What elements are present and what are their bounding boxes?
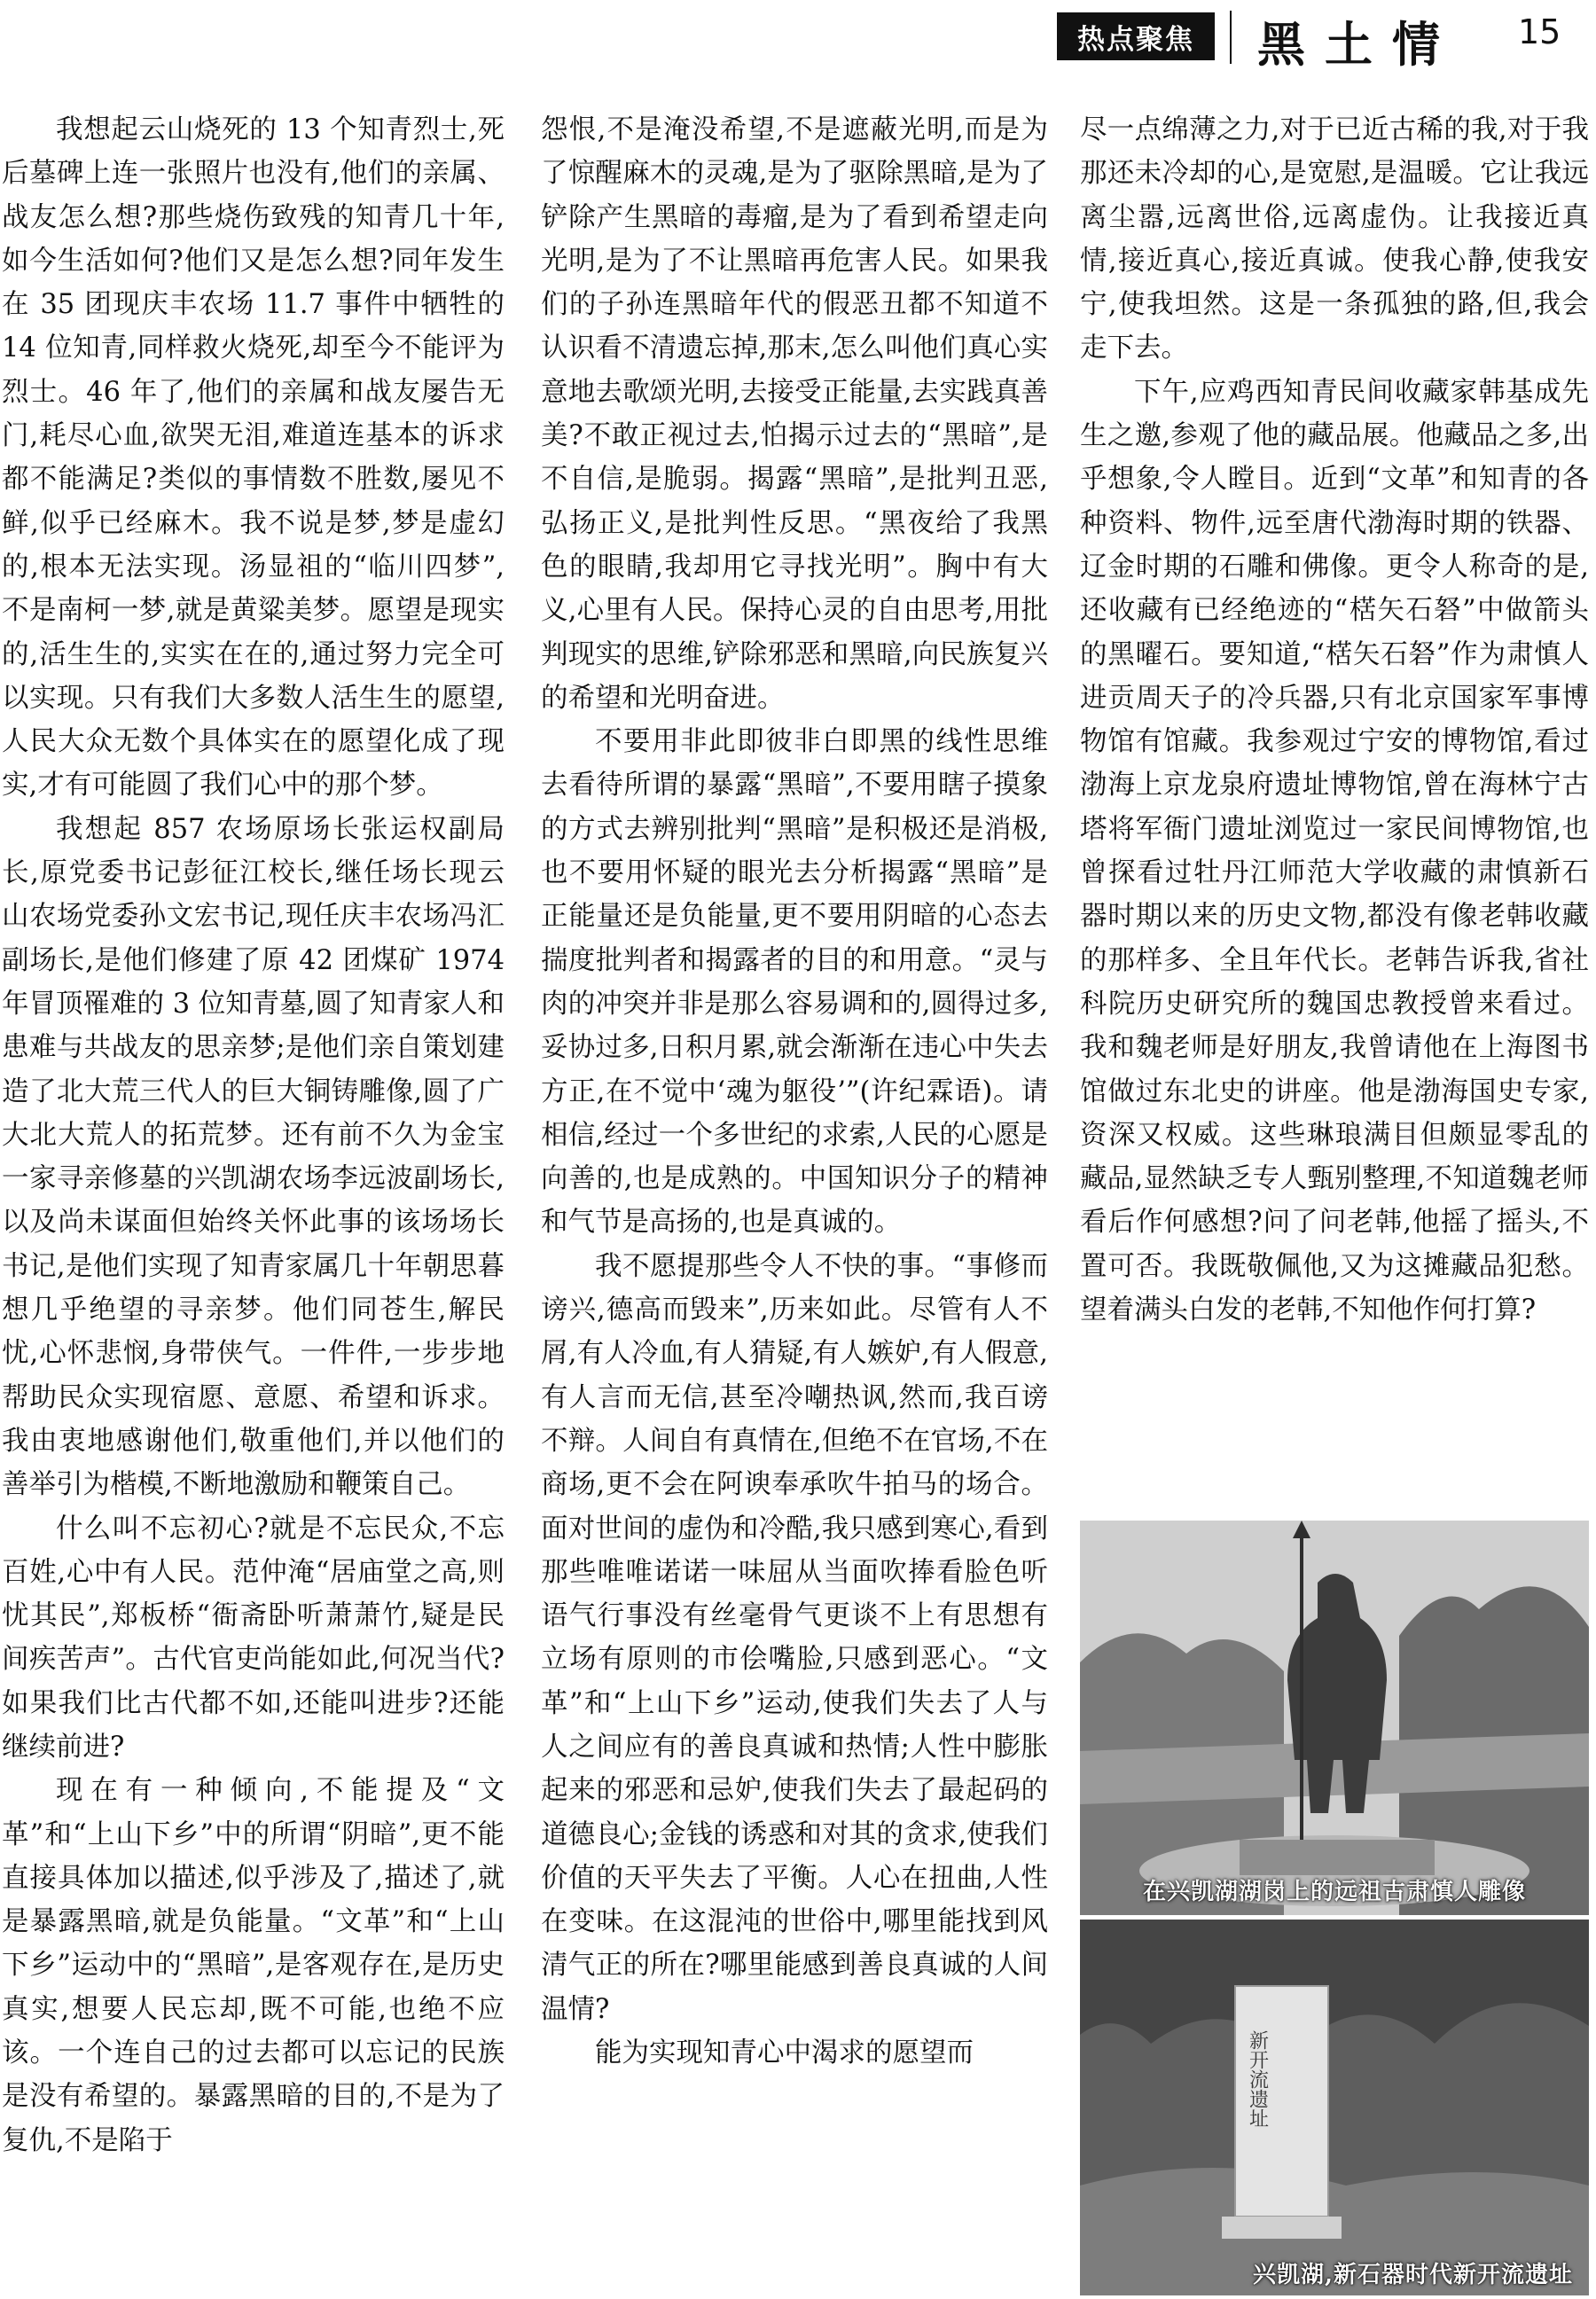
page-number: 15 <box>1518 12 1561 51</box>
section-tag: 热点聚焦 <box>1057 12 1215 60</box>
header-divider <box>1230 11 1232 64</box>
site-photo-image <box>1080 1920 1589 2295</box>
photo-caption: 在兴凯湖湖岗上的远祖古肃慎人雕像 <box>1142 1879 1526 1905</box>
statue-photo <box>1080 1521 1589 1915</box>
paragraph: 下午,应鸡西知青民间收藏家韩基成先生之邀,参观了他的藏品展。他藏品之多,出乎想象,令人瞠目。近到“文革”和知青的各种资料、物件,远至唐代渤海时期的铁器、辽金时期的石雕和佛像。更令人称奇的是,还收藏有已经绝迹的“楛矢石砮”中做箭头的黑曜石。要知道,“楛矢石砮”作为肃慎人进贡周天子的冷兵器,只有北京国家军事博物馆有馆藏。我参观过宁安的博物馆,看过渤海上京龙泉府遗址博物馆,曾在海林宁古塔将军衙门遗址浏览过一家民间博物馆,也曾探看过牡丹江师范大学收藏的肃慎新石器时期以来的历史文物,都没有像老韩收藏的那样多、全且年代长。老韩告诉我,省社科院历史研究所的魏国忠教授曾来看过。我和魏老师是好朋友,我曾请他在上海图书馆做过东北史的讲座。他是渤海国史专家,资深又权威。这些琳琅满目但颇显零乱的藏品,显然缺乏专人甄别整理,不知道魏老师看后作何感想?问了问老韩,他摇了摇头,不置可否。我既敬佩他,又为这摊藏品犯愁。望着满头白发的老韩,不知他作何打算? <box>1080 376 1589 1326</box>
paragraph: 现在有一种倾向,不能提及“文革”和“上山下乡”中的所谓“阴暗”,更不能直接具体加以描述,似乎涉及了,描述了,就是暴露黑暗,就是负能量。“文革”和“上山下乡”运动中的“黑暗”,是客观存在,是历史真实,想要人民忘却,既不可能,也绝不应该。一个连自己的过去都可以忘记的民族是没有希望的。暴露黑暗的目的,不是为了复仇,不是陷于 <box>2 1775 505 2156</box>
magazine-brand: 黑土情 <box>1257 16 1459 73</box>
site-photo <box>1080 1920 1589 2295</box>
paragraph: 不要用非此即彼非白即黑的线性思维去看待所谓的暴露“黑暗”,不要用瞎子摸象的方式去辨别批判“黑暗”是积极还是消极,也不要用怀疑的眼光去分析揭露“黑暗”是正能量还是负能量,更不要用阴暗的心态去揣度批判者和揭露者的目的和用意。“灵与肉的冲突并非是那么容易调和的,圆得过多,妥协过多,日积月累,就会渐渐在违心中失去方正,在不觉中‘魂为躯役’”(许纪霖语)。请相信,经过一个多世纪的求索,人民的心愿是向善的,也是成熟的。中国知识分子的精神和气节是高扬的,也是真诚的。 <box>541 726 1048 1239</box>
article-column-3 <box>1080 108 1589 1332</box>
paragraph: 我想起云山烧死的 13 个知青烈士,死后墓碑上连一张照片也没有,他们的亲属、战友怎么想?那些烧伤致残的知青几十年,如今生活如何?他们又是怎么想?同年发生在 35 团现庆丰农场 11.7 事件中牺牲的 14 位知青,同样救火烧死,却至今不能评为烈士。46 年了,他们的亲属和战友屡告无门,耗尽心血,欲哭无泪,难道连基本的诉求都不能满足?类似的事情数不胜数,屡见不鲜,似乎已经麻木。我不说是梦,梦是虚幻的,根本无法实现。汤显祖的“临川四梦”,不是南柯一梦,就是黄粱美梦。愿望是现实的,活生生的,实实在在的,通过努力完全可以实现。只有我们大多数人活生生的愿望,人民大众无数个具体实在的愿望化成了现实,才有可能圆了我们心中的那个梦。 <box>2 114 505 802</box>
page-header <box>0 0 1596 80</box>
paragraph: 能为实现知青心中渴求的愿望而 <box>595 2037 974 2069</box>
svg-text:新开流遗址: 新开流遗址 <box>1246 2030 1269 2128</box>
paragraph: 我不愿提那些令人不快的事。“事修而谤兴,德高而毁来”,历来如此。尽管有人不屑,有人冷血,有人猜疑,有人嫉妒,有人假意,有人言而无信,甚至冷嘲热讽,然而,我百谤不辩。人间自有真情在,但绝不在官场,不在商场,更不会在阿谀奉承吹牛拍马的场合。面对世间的虚伪和冷酷,我只感到寒心,看到那些唯唯诺诺一味屈从当面吹捧看脸色听语气行事没有丝毫骨气更谈不上有思想有立场有原则的市侩嘴脸,只感到恶心。“文革”和“上山下乡”运动,使我们失去了人与人之间应有的善良真诚和热情;人性中膨胀起来的邪恶和忌妒,使我们失去了最起码的道德良心;金钱的诱惑和对其的贪求,使我们价值的天平失去了平衡。人心在扭曲,人性在变味。在这混沌的世俗中,哪里能找到风清气正的所在?哪里能感到善良真诚的人间温情? <box>541 1250 1048 2025</box>
paragraph: 我想起 857 农场原场长张运权副局长,原党委书记彭征江校长,继任场长现云山农场党委孙文宏书记,现任庆丰农场冯汇副场长,是他们修建了原 42 团煤矿 1974 年冒顶罹难的 3 位知青墓,圆了知青家人和患难与共战友的思亲梦;是他们亲自策划建造了北大荒三代人的巨大铜铸雕像,圆了广大北大荒人的拓荒梦。还有前不久为金宝一家寻亲修墓的兴凯湖农场李远波副场长,以及尚未谋面但始终关怀此事的该场场长书记,是他们实现了知青家属几十年朝思暮想几乎绝望的寻亲梦。他们同苍生,解民忧,心怀悲悯,身带侠气。一件件,一步步地帮助民众实现宿愿、意愿、希望和诉求。我由衷地感谢他们,敬重他们,并以他们的善举引为楷模,不断地激励和鞭策自己。 <box>2 813 505 1501</box>
paragraph: 尽一点绵薄之力,对于已近古稀的我,对于我那还未冷却的心,是宽慰,是温暖。它让我远离尘嚣,远离世俗,远离虚伪。让我接近真情,接近真心,接近真诚。使我心静,使我安宁,使我坦然。这是一条孤独的路,但,我会走下去。 <box>1080 114 1589 364</box>
article-column-2 <box>541 108 1048 2075</box>
paragraph: 怨恨,不是淹没希望,不是遮蔽光明,而是为了惊醒麻木的灵魂,是为了驱除黑暗,是为了铲除产生黑暗的毒瘤,是为了看到希望走向光明,是为了不让黑暗再危害人民。如果我们的子孙连黑暗年代的假恶丑都不知道不认识看不清遗忘掉,那末,怎么叫他们真心实意地去歌颂光明,去接受正能量,去实践真善美?不敢正视过去,怕揭示过去的“黑暗”,是不自信,是脆弱。揭露“黑暗”,是批判丑恶,弘扬正义,是批判性反思。“黑夜给了我黑色的眼睛,我却用它寻找光明”。胸中有大义,心里有人民。保持心灵的自由思考,用批判现实的思维,铲除邪恶和黑暗,向民族复兴的希望和光明奋进。 <box>541 114 1048 714</box>
paragraph: 什么叫不忘初心?就是不忘民众,不忘百姓,心中有人民。范仲淹“居庙堂之高,则忧其民”,郑板桥“衙斋卧听萧萧竹,疑是民间疾苦声”。古代官吏尚能如此,何况当代?如果我们比古代都不如,还能叫进步?还能继续前进? <box>2 1513 505 1763</box>
photo-caption: 兴凯湖,新石器时代新开流遗址 <box>1252 2262 1573 2288</box>
article-column-1 <box>2 108 505 2162</box>
statue-photo-image <box>1080 1521 1589 1915</box>
